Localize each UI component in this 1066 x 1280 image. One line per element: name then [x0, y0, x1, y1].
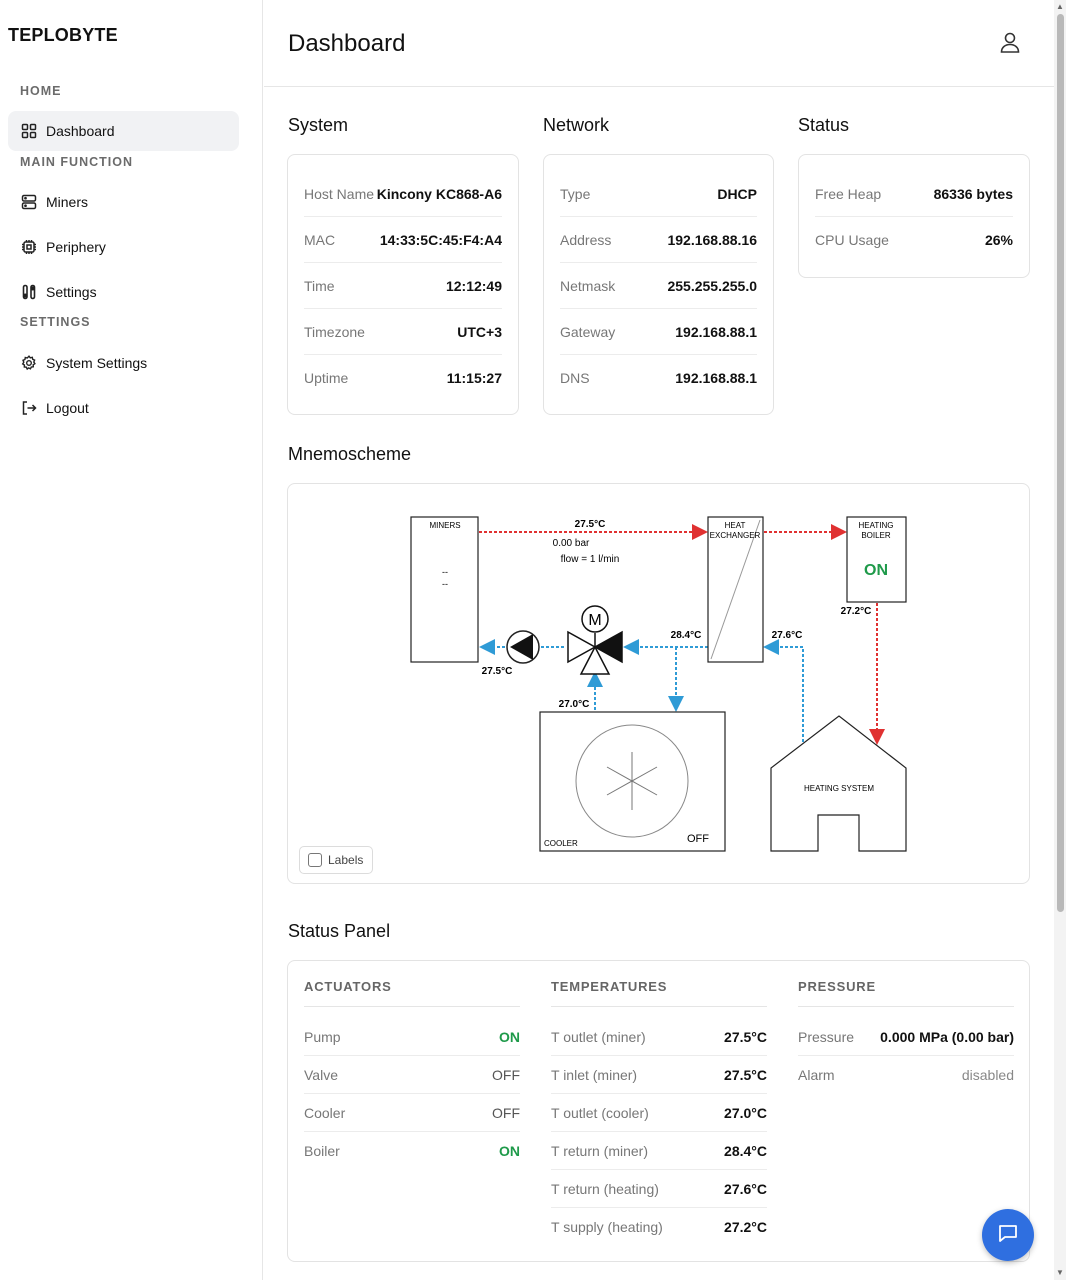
temp-return-miner: 28.4°C — [670, 630, 702, 641]
scroll-down-arrow-icon[interactable]: ▼ — [1056, 1268, 1064, 1277]
row-key: Alarm — [798, 1067, 835, 1083]
row-value: 27.2°C — [724, 1219, 767, 1235]
status-badge: ON — [499, 1028, 520, 1045]
kv-key: Uptime — [304, 370, 349, 386]
sidebar-item-periphery[interactable] — [8, 227, 239, 267]
cooler-unit — [540, 712, 725, 851]
heating-system-label: HEATING SYSTEM — [803, 784, 875, 793]
logout-icon — [20, 399, 38, 417]
sidebar-item-logout[interactable] — [8, 388, 239, 428]
sidebar-item-system-settings[interactable] — [8, 343, 239, 383]
chat-button[interactable] — [982, 1209, 1034, 1261]
row-value: 27.6°C — [724, 1180, 767, 1197]
nav-section-main-function: MAIN FUNCTION — [20, 155, 133, 169]
status-title: Status — [798, 115, 850, 135]
row-value: 0.000 MPa (0.00 bar) — [880, 1028, 1014, 1045]
kv-value: 86336 bytes — [933, 185, 1013, 202]
status-badge: OFF — [492, 1104, 520, 1121]
server-icon — [20, 193, 38, 211]
temperature-row — [551, 1018, 767, 1056]
kv-key: Host Name — [304, 185, 375, 202]
system-row-uptime — [304, 355, 502, 401]
row-value: 27.5°C — [724, 1066, 767, 1083]
temperature-row — [551, 1094, 767, 1132]
flow-label: flow = 1 l/min — [560, 554, 620, 565]
kv-value: Kincony KC868-A6 — [376, 185, 502, 202]
sidebar-item-label: System Settings — [46, 355, 148, 371]
row-key: T inlet (miner) — [551, 1066, 638, 1083]
kv-key: Type — [560, 185, 591, 202]
heating-system-house-icon — [771, 716, 906, 851]
kv-value: 255.255.255.0 — [667, 277, 757, 294]
boiler-label-2: BOILER — [861, 531, 891, 540]
kv-value: DHCP — [717, 185, 757, 202]
row-key: T return (miner) — [551, 1142, 648, 1159]
actuator-row-pump — [304, 1018, 520, 1056]
labels-checkbox-label: Labels — [328, 853, 364, 867]
temperatures-heading: TEMPERATURES — [551, 979, 767, 1007]
nav-section-settings: SETTINGS — [20, 315, 91, 329]
page-header — [264, 0, 1054, 87]
chat-icon — [996, 1221, 1020, 1250]
heat-exchanger — [708, 517, 763, 662]
temperature-row — [551, 1132, 767, 1170]
network-row-dns — [560, 355, 757, 401]
pressure-row — [798, 1018, 1014, 1056]
sidebar-item-label: Periphery — [46, 239, 106, 255]
temp-inlet-miner: 27.5°C — [481, 666, 513, 677]
kv-value: 11:15:27 — [446, 370, 502, 386]
grid-icon — [20, 122, 38, 140]
heating-boiler — [847, 517, 906, 602]
row-key: T return (heating) — [551, 1180, 659, 1197]
system-row-timezone — [304, 309, 502, 355]
chip-icon — [20, 238, 38, 256]
temp-cooler-out: 27.0°C — [558, 699, 590, 710]
mnemoscheme-diagram — [288, 484, 1029, 883]
row-value: 27.0°C — [724, 1104, 767, 1121]
valve-motor-label: M — [588, 612, 602, 629]
labels-checkbox[interactable] — [299, 846, 373, 874]
pump-icon — [507, 631, 539, 663]
page-title: Dashboard — [288, 30, 406, 57]
network-card — [543, 154, 774, 415]
sidebar-item-label: Miners — [46, 194, 89, 210]
kv-value: 192.168.88.16 — [667, 231, 757, 248]
row-key: Pressure — [798, 1028, 855, 1045]
gear-icon — [20, 354, 38, 372]
kv-key: Free Heap — [815, 185, 882, 202]
sidebar-item-label: Settings — [46, 284, 97, 300]
row-key: T supply (heating) — [551, 1219, 663, 1235]
alarm-row — [798, 1056, 1014, 1094]
system-row-mac — [304, 217, 502, 263]
network-row-netmask — [560, 263, 757, 309]
temperature-row — [551, 1056, 767, 1094]
actuator-row-cooler — [304, 1094, 520, 1132]
pressure-label: 0.00 bar — [552, 538, 590, 549]
mnemoscheme-title: Mnemoscheme — [288, 444, 412, 464]
checkbox-icon[interactable] — [308, 853, 322, 867]
row-key: T outlet (miner) — [551, 1028, 646, 1045]
scroll-up-arrow-icon[interactable]: ▲ — [1056, 2, 1064, 11]
boiler-label-1: HEATING — [858, 521, 894, 530]
row-value: 27.5°C — [724, 1028, 767, 1045]
sidebar-item-miners[interactable] — [8, 182, 239, 222]
system-row-hostname — [304, 171, 502, 217]
kv-value: 26% — [984, 232, 1013, 248]
system-row-time — [304, 263, 502, 309]
kv-key: Time — [304, 277, 335, 294]
kv-value: 192.168.88.1 — [675, 370, 757, 386]
system-title: System — [288, 115, 349, 135]
kv-value: 12:12:49 — [445, 277, 502, 294]
row-value: 28.4°C — [724, 1142, 767, 1159]
scrollbar-thumb[interactable] — [1057, 14, 1064, 912]
temp-boiler-out: 27.2°C — [840, 606, 872, 617]
miners-value-2: -- — [442, 579, 448, 589]
status-panel — [287, 960, 1030, 1262]
miners-label: MINERS — [429, 521, 461, 530]
three-way-valve-icon — [568, 606, 622, 674]
status-panel-title: Status Panel — [288, 921, 391, 941]
temp-return-heating: 27.6°C — [771, 630, 803, 641]
temperature-row — [551, 1208, 767, 1246]
status-row-cpu-usage — [815, 217, 1013, 263]
heat-exchanger-label-1: HEAT — [724, 521, 746, 530]
row-key: Pump — [304, 1028, 341, 1045]
kv-key: Gateway — [560, 323, 616, 340]
mnemoscheme-card — [287, 483, 1030, 884]
network-row-address — [560, 217, 757, 263]
heat-exchanger-label-2: EXCHANGER — [709, 531, 761, 540]
actuators-heading: ACTUATORS — [304, 979, 520, 1007]
sliders-icon — [20, 283, 38, 301]
kv-key: CPU Usage — [815, 232, 889, 248]
status-badge: OFF — [492, 1066, 520, 1083]
sidebar-item-settings[interactable] — [8, 272, 239, 312]
row-value: disabled — [961, 1067, 1014, 1083]
kv-key: Netmask — [560, 277, 616, 294]
kv-value: 14:33:5C:45:F4:A4 — [379, 231, 502, 248]
boiler-state: ON — [864, 562, 888, 579]
temperature-row — [551, 1170, 767, 1208]
cooler-state: OFF — [687, 833, 709, 845]
kv-value: UTC+3 — [457, 323, 502, 340]
network-title: Network — [543, 115, 610, 135]
sidebar-item-dashboard[interactable] — [8, 111, 239, 151]
kv-key: MAC — [304, 231, 336, 248]
row-key: Valve — [304, 1066, 338, 1083]
row-key: Boiler — [304, 1143, 340, 1159]
actuator-row-valve — [304, 1056, 520, 1094]
sidebar-item-label: Dashboard — [46, 123, 115, 139]
brand-logo: TEPLOBYTE — [8, 25, 118, 45]
kv-key: Timezone — [304, 323, 365, 340]
kv-key: DNS — [560, 370, 590, 386]
miners-unit — [411, 517, 478, 662]
nav-section-home: HOME — [20, 84, 62, 98]
pressure-heading: PRESSURE — [798, 979, 1014, 1007]
actuator-row-boiler — [304, 1132, 520, 1170]
miners-value-1: -- — [442, 567, 448, 577]
network-row-type — [560, 171, 757, 217]
status-card — [798, 154, 1030, 278]
status-row-free-heap — [815, 171, 1013, 217]
row-key: Cooler — [304, 1104, 346, 1121]
sidebar-item-label: Logout — [46, 400, 89, 416]
kv-key: Address — [560, 231, 612, 248]
user-icon[interactable] — [998, 30, 1022, 54]
sidebar — [0, 0, 263, 1280]
temp-supply-top: 27.5°C — [574, 519, 606, 530]
row-key: T outlet (cooler) — [551, 1104, 649, 1121]
cooler-label: COOLER — [544, 839, 578, 848]
system-card — [287, 154, 519, 415]
status-badge: ON — [499, 1143, 520, 1159]
kv-value: 192.168.88.1 — [675, 323, 757, 340]
network-row-gateway — [560, 309, 757, 355]
